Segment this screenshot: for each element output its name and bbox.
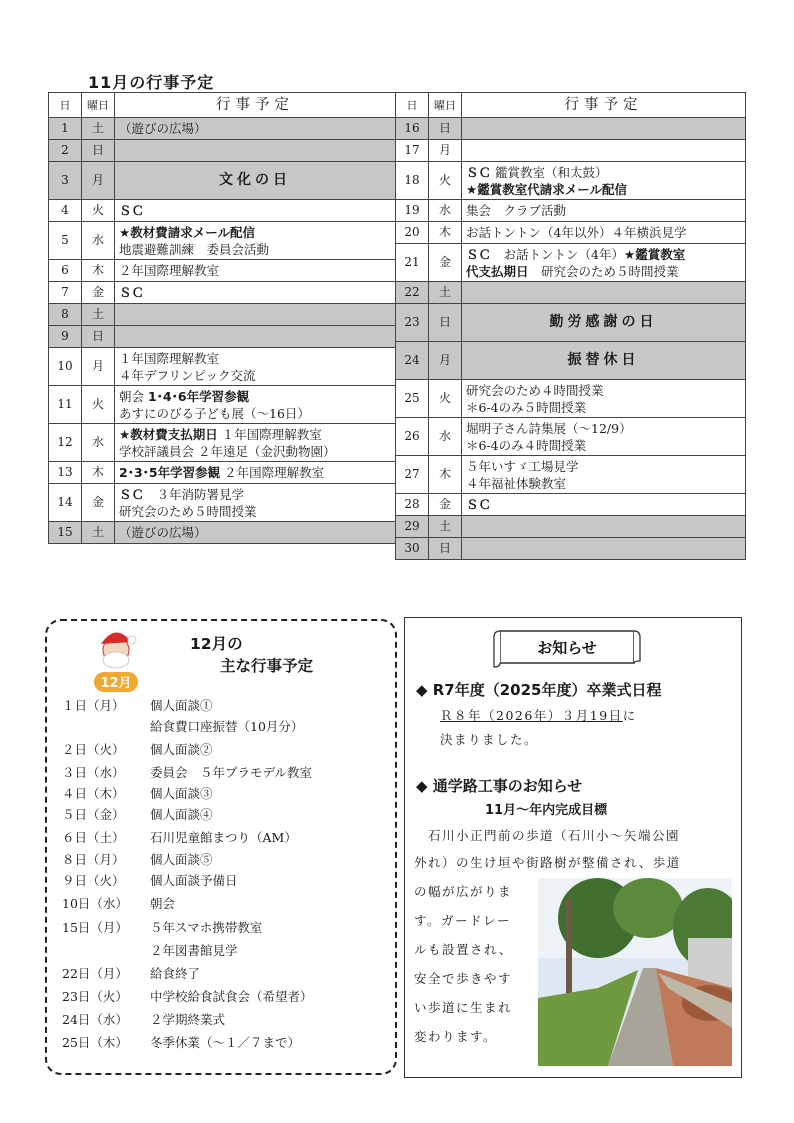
- event-cell: [462, 304, 746, 342]
- day-of-week: 木: [429, 456, 462, 494]
- event-cell: [115, 282, 396, 304]
- event-line: [466, 246, 741, 263]
- day-of-week: 水: [82, 222, 115, 260]
- event-text: ＳＣ: [119, 203, 145, 218]
- december-event-date: ８日（月）: [62, 852, 125, 867]
- event-text: ＊6-4のみ４時間授業: [466, 437, 587, 453]
- day-number: 26: [396, 418, 429, 456]
- day-number: 8: [49, 304, 82, 326]
- december-event-date: 15日（月）: [62, 920, 128, 935]
- header-dow: 曜日: [82, 93, 115, 118]
- event-text: あすにのびる子ども展（～16日）: [119, 405, 310, 421]
- event-text-tail: １年国際理解教室: [217, 426, 322, 442]
- notice-banner-scroll: [492, 627, 642, 671]
- december-event-text: 個人面談②: [150, 742, 213, 757]
- day-number: 12: [49, 424, 82, 462]
- december-event-row: [62, 763, 312, 781]
- calendar-row: [49, 200, 396, 222]
- november-calendar-left: [48, 92, 396, 544]
- event-line: [466, 382, 741, 399]
- day-number: 10: [49, 348, 82, 386]
- header-events: 行事予定: [115, 93, 396, 118]
- day-number: 4: [49, 200, 82, 222]
- event-cell: [115, 484, 396, 522]
- construction-body-line7: い歩道に生まれ: [414, 1000, 513, 1015]
- event-cell: [462, 342, 746, 380]
- event-line: [119, 443, 391, 460]
- december-title-line1: 12月の: [190, 635, 243, 653]
- header-dow: 曜日: [429, 93, 462, 118]
- day-of-week: 木: [429, 222, 462, 244]
- day-number: 16: [396, 118, 429, 140]
- december-event-date: ３日（水）: [62, 765, 125, 780]
- event-text: ＳＣ: [466, 497, 492, 512]
- event-text-tail: ３年消防署見学: [144, 486, 245, 502]
- event-line: [119, 426, 391, 443]
- day-of-week: 土: [82, 522, 115, 544]
- event-line: [466, 202, 741, 219]
- day-of-week: 水: [429, 418, 462, 456]
- december-event-row: [62, 964, 200, 982]
- event-cell: [115, 348, 396, 386]
- notice-banner-text: お知らせ: [537, 639, 597, 657]
- event-cell: [115, 200, 396, 222]
- event-line: [119, 350, 391, 367]
- construction-body-line2: 外れ）の生け垣や街路樹が整備され、歩道: [414, 855, 681, 870]
- event-text: ２年国際理解教室: [119, 263, 220, 278]
- event-text: 研究会のため５時間授業: [119, 503, 257, 519]
- december-event-text: 給食終了: [150, 966, 201, 981]
- calendar-row: [49, 462, 396, 484]
- day-number: 27: [396, 456, 429, 494]
- november-calendar-right: [395, 92, 746, 560]
- event-text-tail: ２年国際理解教室: [220, 465, 325, 480]
- day-of-week: 土: [429, 516, 462, 538]
- event-cell: [462, 200, 746, 222]
- december-event-date: １日（月）: [62, 698, 125, 713]
- day-of-week: 土: [82, 304, 115, 326]
- day-number: 15: [49, 522, 82, 544]
- event-cell: [462, 456, 746, 494]
- event-cell: [115, 118, 396, 140]
- day-number: 1: [49, 118, 82, 140]
- day-of-week: 月: [82, 348, 115, 386]
- day-of-week: 金: [82, 484, 115, 522]
- event-text: 堀明子さん詩集展（～12/9）: [466, 420, 632, 436]
- december-event-date: ２日（火）: [62, 742, 125, 757]
- december-badge: 12月: [100, 676, 132, 691]
- calendar-row: [396, 200, 746, 222]
- december-event-row: [62, 918, 262, 936]
- day-of-week: 土: [82, 118, 115, 140]
- calendar-row: [396, 222, 746, 244]
- event-text: ＳＣ: [466, 246, 492, 262]
- day-number: 20: [396, 222, 429, 244]
- event-cell: [115, 424, 396, 462]
- santa-12-icon: [90, 628, 142, 694]
- calendar-row: [396, 140, 746, 162]
- construction-subheading: 11月～年内完成目標: [485, 803, 608, 818]
- december-event-date: 22日（月）: [62, 966, 128, 981]
- day-of-week: 月: [82, 162, 115, 200]
- day-of-week: 水: [82, 424, 115, 462]
- december-event-row: [62, 941, 238, 959]
- december-event-text: 個人面談予備日: [150, 873, 238, 888]
- holiday-label: 勤労感謝の日: [549, 314, 658, 330]
- december-event-row: [62, 696, 213, 714]
- calendar-row: [49, 282, 396, 304]
- december-event-date: 23日（火）: [62, 989, 128, 1004]
- day-of-week: 水: [429, 200, 462, 222]
- december-event-text: 個人面談④: [150, 807, 213, 822]
- day-of-week: 金: [82, 282, 115, 304]
- event-line: [119, 524, 391, 541]
- day-of-week: 日: [82, 326, 115, 348]
- event-line: [466, 181, 741, 198]
- event-text: ４年デフリンピック交流: [119, 367, 256, 383]
- event-cell: [462, 244, 746, 282]
- day-number: 22: [396, 282, 429, 304]
- day-of-week: 月: [429, 140, 462, 162]
- november-title: 11月の行事予定: [88, 73, 215, 92]
- event-line: [466, 437, 741, 454]
- calendar-row: [49, 304, 396, 326]
- event-text: （遊びの広場）: [119, 121, 207, 136]
- december-event-date: ５日（金）: [62, 807, 125, 822]
- day-of-week: 火: [429, 380, 462, 418]
- event-line: [466, 399, 741, 416]
- december-event-text: 個人面談①: [150, 698, 213, 713]
- event-cell: [115, 304, 396, 326]
- event-text: 地震避難訓練 委員会活動: [119, 241, 270, 257]
- holiday-label: 振替休日: [567, 352, 640, 368]
- day-number: 24: [396, 342, 429, 380]
- event-text: お話トントン（4年以外）４年横浜見学: [466, 225, 687, 240]
- event-cell: [462, 516, 746, 538]
- december-event-date: ４日（木）: [62, 786, 125, 801]
- december-event-row: [62, 987, 313, 1005]
- day-of-week: 木: [82, 260, 115, 282]
- event-line: [466, 475, 741, 492]
- december-event-date: 24日（水）: [62, 1012, 128, 1027]
- december-event-row: [62, 850, 213, 868]
- event-text: 朝会: [119, 388, 148, 404]
- event-text: ４年福祉体験教室: [466, 475, 567, 491]
- event-line: [119, 241, 391, 258]
- header-day: 日: [49, 93, 82, 118]
- event-cell: [462, 140, 746, 162]
- day-number: 2: [49, 140, 82, 162]
- event-text: １年国際理解教室: [119, 350, 220, 366]
- event-text: 集会 クラブ活動: [466, 203, 567, 218]
- calendar-row: [49, 522, 396, 544]
- event-cell: [462, 282, 746, 304]
- day-number: 21: [396, 244, 429, 282]
- day-number: 14: [49, 484, 82, 522]
- day-of-week: 日: [429, 118, 462, 140]
- event-cell: [115, 140, 396, 162]
- day-of-week: 金: [429, 494, 462, 516]
- event-cell: [462, 118, 746, 140]
- event-text-bold: 1･4･6年学習参観: [147, 388, 250, 404]
- event-text: 2･3･5年学習参観: [119, 465, 221, 480]
- construction-body-line8: 変わります。: [414, 1029, 498, 1044]
- construction-body-line3: の幅が広がりま: [414, 884, 513, 899]
- event-cell: [115, 260, 396, 282]
- event-text-tail-bold: ★鑑賞教室: [623, 246, 686, 262]
- calendar-row: [49, 140, 396, 162]
- calendar-row: [49, 222, 396, 260]
- calendar-row: [49, 424, 396, 462]
- day-number: 29: [396, 516, 429, 538]
- event-cell: [462, 222, 746, 244]
- calendar-row: [396, 118, 746, 140]
- day-number: 28: [396, 494, 429, 516]
- day-of-week: 火: [82, 386, 115, 424]
- day-number: 11: [49, 386, 82, 424]
- december-event-text: 個人面談③: [150, 786, 213, 801]
- day-of-week: 火: [429, 162, 462, 200]
- header-day: 日: [396, 93, 429, 118]
- event-line: [466, 263, 741, 280]
- december-event-row: [62, 1033, 300, 1051]
- event-cell: [115, 222, 396, 260]
- calendar-row: [49, 162, 396, 200]
- december-event-text: 個人面談⑤: [150, 852, 213, 867]
- construction-body-line6: 安全で歩きやす: [414, 971, 513, 986]
- event-line: [119, 224, 391, 241]
- sidewalk-photo: [538, 878, 732, 1066]
- event-line: [466, 496, 741, 513]
- day-of-week: 金: [429, 244, 462, 282]
- event-cell: [462, 380, 746, 418]
- december-event-row: [62, 894, 175, 912]
- december-event-row: [62, 805, 213, 823]
- event-line: [119, 405, 391, 422]
- event-text: ＳＣ: [466, 164, 492, 180]
- day-of-week: 日: [429, 538, 462, 560]
- event-cell: [115, 462, 396, 484]
- december-event-text: ２年図書館見学: [150, 943, 238, 958]
- event-text-tail: 鑑賞教室（和太鼓）: [491, 164, 608, 180]
- december-event-text: 給食費口座振替（10月分）: [150, 719, 304, 734]
- december-event-text: ５年スマホ携帯教室: [150, 920, 263, 935]
- graduation-date: Ｒ８年（2026年）３月19日: [440, 708, 623, 723]
- december-event-row: [62, 871, 238, 889]
- day-number: 13: [49, 462, 82, 484]
- day-of-week: 木: [82, 462, 115, 484]
- event-line: [466, 458, 741, 475]
- event-cell: [462, 538, 746, 560]
- december-event-date: 10日（水）: [62, 896, 128, 911]
- calendar-row: [396, 538, 746, 560]
- event-line: [466, 224, 741, 241]
- day-number: 19: [396, 200, 429, 222]
- event-text: ★教材費請求メール配信: [119, 224, 255, 240]
- december-event-row: [62, 784, 213, 802]
- event-line: [119, 284, 391, 301]
- december-event-text: 中学校給食試食会（希望者）: [150, 989, 313, 1004]
- day-of-week: 日: [82, 140, 115, 162]
- calendar-row: [49, 260, 396, 282]
- construction-heading: ◆ 通学路工事のお知らせ: [416, 777, 583, 795]
- december-event-text: 委員会 ５年プラモデル教室: [150, 765, 312, 780]
- holiday-label: 文化の日: [219, 172, 291, 188]
- event-cell: [462, 162, 746, 200]
- day-number: 30: [396, 538, 429, 560]
- december-event-date: ６日（土）: [62, 830, 125, 845]
- construction-body-line4: す。ガードレー: [414, 913, 512, 928]
- event-text: 研究会のため４時間授業: [466, 382, 604, 398]
- event-cell: [115, 386, 396, 424]
- event-line: [119, 262, 391, 279]
- day-number: 7: [49, 282, 82, 304]
- graduation-line2: 決まりました。: [440, 732, 539, 747]
- calendar-row: [396, 418, 746, 456]
- event-cell: [462, 494, 746, 516]
- calendar-row: [396, 456, 746, 494]
- calendar-row: [396, 244, 746, 282]
- event-line: [119, 202, 391, 219]
- calendar-row: [396, 282, 746, 304]
- calendar-row: [396, 516, 746, 538]
- calendar-row: [396, 162, 746, 200]
- calendar-row: [396, 304, 746, 342]
- graduation-date-tail: に: [622, 708, 637, 723]
- construction-body-line1: 石川小正門前の歩道（石川小～矢端公園: [428, 828, 681, 843]
- december-title-line2: 主な行事予定: [220, 657, 314, 675]
- day-of-week: 土: [429, 282, 462, 304]
- event-line: [119, 486, 391, 503]
- event-line: [466, 164, 741, 181]
- december-event-text: 朝会: [150, 896, 176, 911]
- calendar-row: [49, 386, 396, 424]
- event-text: 代支払期日: [466, 263, 529, 279]
- event-cell: [462, 418, 746, 456]
- event-text: ＳＣ: [119, 486, 145, 502]
- day-number: 25: [396, 380, 429, 418]
- day-number: 3: [49, 162, 82, 200]
- event-line: [466, 420, 741, 437]
- calendar-row: [396, 380, 746, 418]
- day-of-week: 火: [82, 200, 115, 222]
- event-text: ＊6-4のみ５時間授業: [466, 399, 587, 415]
- day-number: 23: [396, 304, 429, 342]
- event-text: （遊びの広場）: [119, 525, 207, 540]
- day-number: 5: [49, 222, 82, 260]
- december-event-text: 冬季休業（～１／７まで）: [150, 1035, 301, 1050]
- december-event-row: [62, 1010, 225, 1028]
- graduation-heading: ◆ R7年度（2025年度）卒業式日程: [416, 681, 662, 699]
- calendar-row: [49, 326, 396, 348]
- day-of-week: 日: [429, 304, 462, 342]
- calendar-row: [49, 348, 396, 386]
- graduation-date-line: [440, 706, 637, 724]
- december-event-row: [62, 828, 297, 846]
- event-text: ★鑑賞教室代請求メール配信: [466, 181, 627, 197]
- event-text: ＳＣ: [119, 285, 145, 300]
- calendar-row: [396, 494, 746, 516]
- event-text: ５年いすゞ工場見学: [466, 458, 579, 474]
- day-number: 18: [396, 162, 429, 200]
- event-line: [119, 120, 391, 137]
- december-event-row: [62, 717, 303, 735]
- event-line: [119, 503, 391, 520]
- december-event-date: ９日（火）: [62, 873, 125, 888]
- header-events: 行事予定: [462, 93, 746, 118]
- day-of-week: 月: [429, 342, 462, 380]
- event-text-tail: 研究会のため５時間授業: [528, 263, 679, 279]
- event-cell: [115, 326, 396, 348]
- calendar-row: [49, 484, 396, 522]
- december-event-text: 石川児童館まつり（AM）: [150, 830, 297, 845]
- event-text-tail: お話トントン（4年）: [491, 246, 624, 262]
- event-line: [119, 367, 391, 384]
- december-event-row: [62, 740, 213, 758]
- day-number: 17: [396, 140, 429, 162]
- event-cell: [115, 522, 396, 544]
- december-event-date: 25日（木）: [62, 1035, 128, 1050]
- calendar-row: [49, 118, 396, 140]
- construction-body-line5: ルも設置され、: [414, 942, 513, 957]
- day-number: 9: [49, 326, 82, 348]
- event-cell: [115, 162, 396, 200]
- day-number: 6: [49, 260, 82, 282]
- event-line: [119, 388, 391, 405]
- event-text: ★教材費支払期日: [119, 426, 218, 442]
- event-text: 学校評議員会 ２年遠足（金沢動物園）: [119, 443, 336, 459]
- december-event-text: ２学期終業式: [150, 1012, 226, 1027]
- event-line: [119, 464, 391, 481]
- calendar-row: [396, 342, 746, 380]
